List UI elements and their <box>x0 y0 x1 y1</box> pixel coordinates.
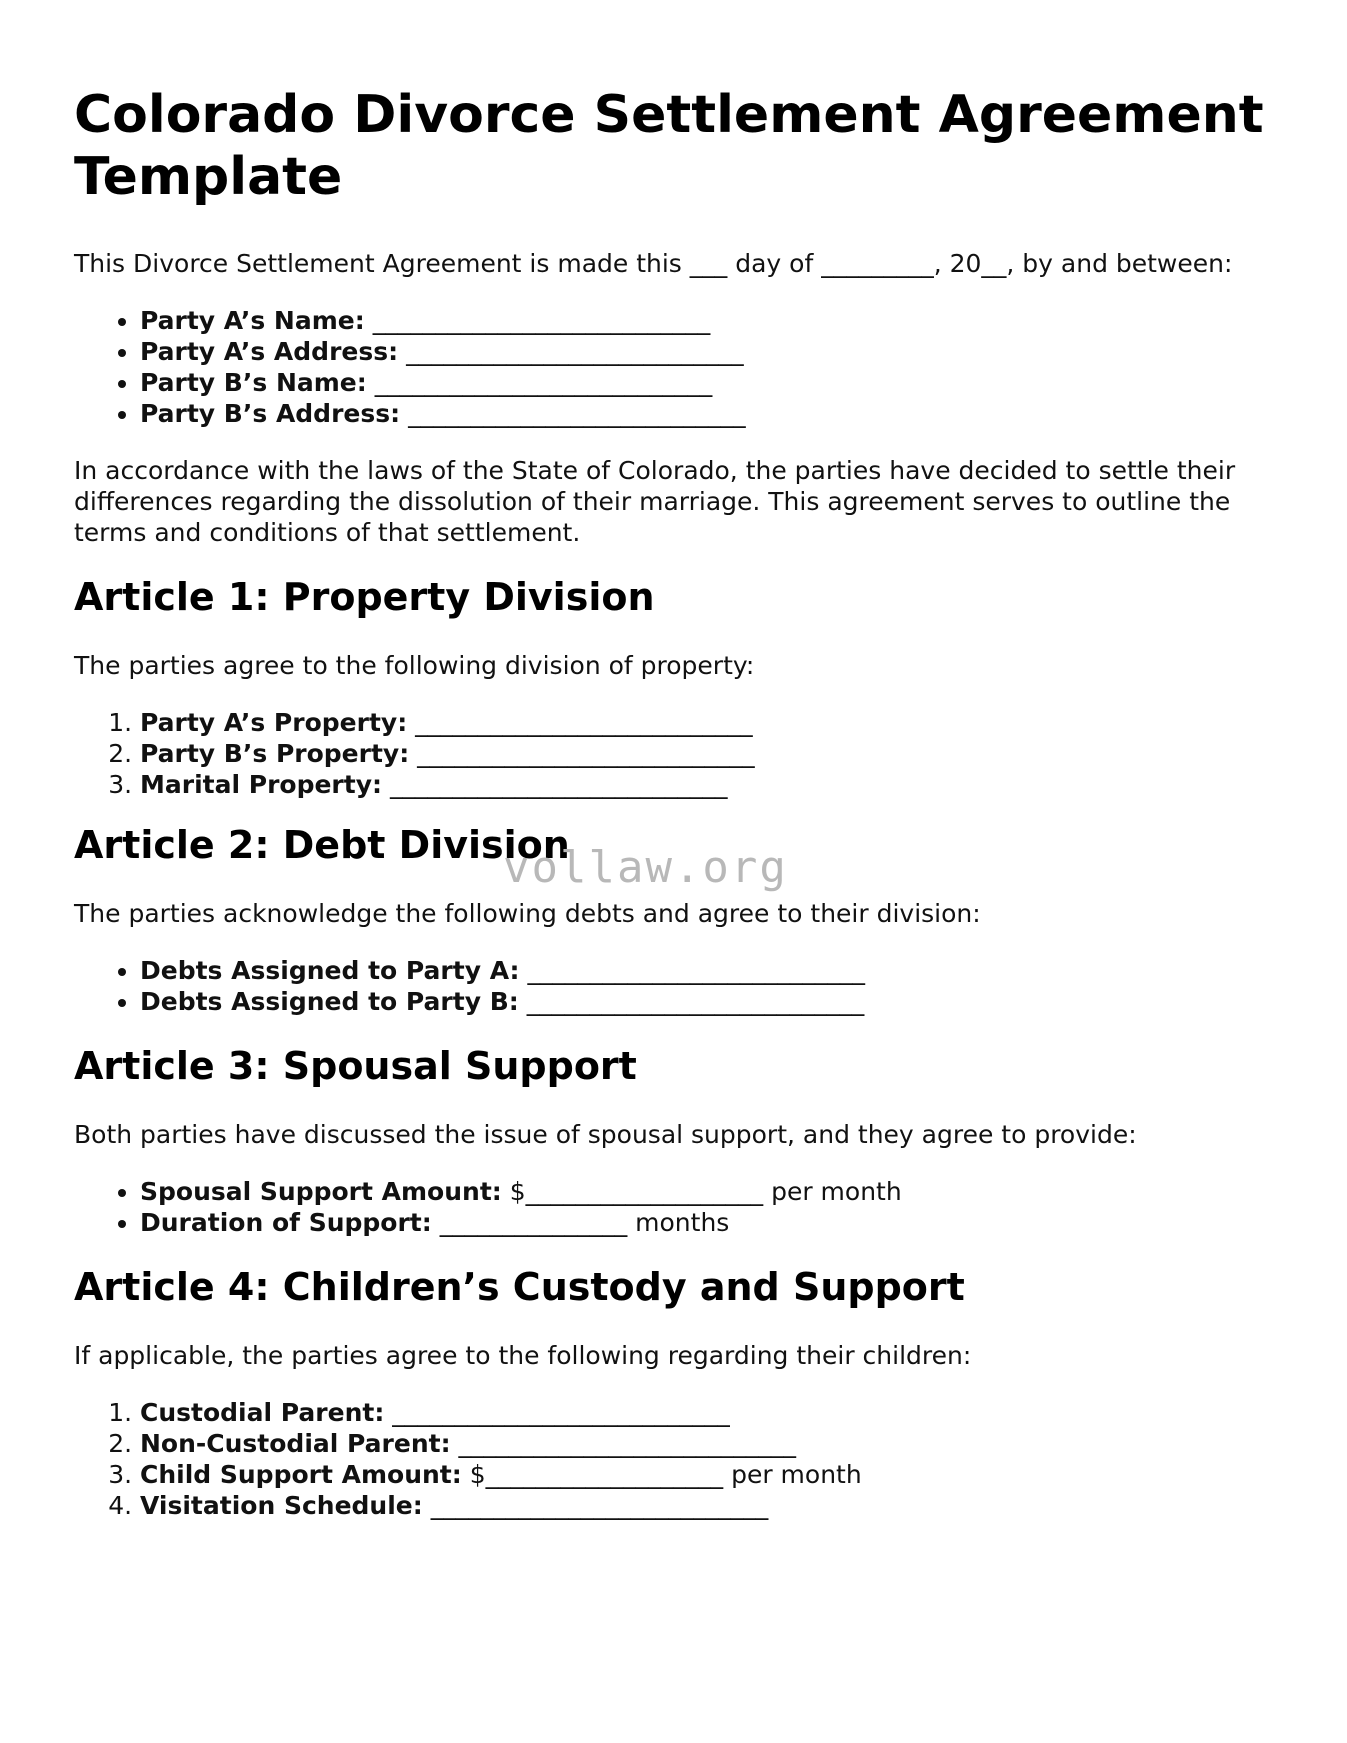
custodial-parent-blank: ___________________________ <box>392 1398 730 1427</box>
article-3-list <box>74 1176 1274 1238</box>
party-a-address-blank: ___________________________ <box>406 337 744 366</box>
article-2-heading: Article 2: Debt Division <box>74 823 570 867</box>
document-title: Colorado Divorce Settlement Agreement Template <box>74 85 1264 207</box>
debts-party-a-blank: ___________________________ <box>527 956 865 985</box>
article-1-list <box>74 707 1274 800</box>
list-item <box>140 1490 1274 1521</box>
spousal-support-amount-label: Spousal Support Amount: <box>140 1177 502 1206</box>
article-3-text: Both parties have discussed the issue of spousal support, and they agree to provide: <box>74 1120 1137 1149</box>
party-b-address-label: Party B’s Address: <box>140 399 401 428</box>
article-4-heading: Article 4: Children’s Custody and Support <box>74 1265 965 1309</box>
party-a-address-label: Party A’s Address: <box>140 337 399 366</box>
party-b-property-blank: ___________________________ <box>417 739 755 768</box>
child-support-amount-blank: $___________________ per month <box>469 1460 862 1489</box>
party-a-name-label: Party A’s Name: <box>140 306 365 335</box>
article-4-list <box>74 1397 1274 1521</box>
spousal-support-amount-blank: $___________________ per month <box>509 1177 902 1206</box>
party-a-name-blank: ___________________________ <box>372 306 711 335</box>
watermark: vollaw.org <box>503 842 788 893</box>
preamble-paragraph: In accordance with the laws of the State of Colorado, the parties have decided to settle their differences regarding the dissolution of their marriage. This agreement serves to outline the terms and conditions of that settlement. <box>74 456 1236 547</box>
debts-party-b-blank: ___________________________ <box>526 987 865 1016</box>
list-item <box>140 738 1274 769</box>
list-item <box>140 955 1274 986</box>
visitation-schedule-blank: ___________________________ <box>430 1491 769 1520</box>
list-item <box>140 305 1274 336</box>
duration-of-support-label: Duration of Support: <box>140 1208 432 1237</box>
party-b-name-blank: ___________________________ <box>374 368 713 397</box>
list-item <box>140 1176 1274 1207</box>
party-b-name-label: Party B’s Name: <box>140 368 367 397</box>
list-item <box>140 1459 1274 1490</box>
list-item <box>140 398 1274 429</box>
article-2-text: The parties acknowledge the following debts and agree to their division: <box>74 899 981 928</box>
visitation-schedule-label: Visitation Schedule: <box>140 1491 423 1520</box>
marital-property-blank: ___________________________ <box>389 770 728 799</box>
list-item <box>140 1207 1274 1238</box>
party-a-property-blank: ___________________________ <box>415 708 753 737</box>
intro-paragraph: This Divorce Settlement Agreement is made this ___ day of _________, 20__, by and between: <box>74 249 1233 278</box>
party-a-property-label: Party A’s Property: <box>140 708 408 737</box>
duration-of-support-blank: _______________ months <box>439 1208 730 1237</box>
article-3-heading: Article 3: Spousal Support <box>74 1044 637 1088</box>
article-1-heading: Article 1: Property Division <box>74 575 655 619</box>
list-item <box>140 336 1274 367</box>
list-item <box>140 1428 1274 1459</box>
debts-party-b-label: Debts Assigned to Party B: <box>140 987 519 1016</box>
parties-list <box>74 305 1274 429</box>
non-custodial-parent-blank: ___________________________ <box>458 1429 797 1458</box>
article-4-text: If applicable, the parties agree to the following regarding their children: <box>74 1341 972 1370</box>
list-item <box>140 1397 1274 1428</box>
article-1-text: The parties agree to the following division of property: <box>74 651 755 680</box>
non-custodial-parent-label: Non-Custodial Parent: <box>140 1429 451 1458</box>
custodial-parent-label: Custodial Parent: <box>140 1398 385 1427</box>
party-b-property-label: Party B’s Property: <box>140 739 410 768</box>
article-2-list <box>74 955 1274 1017</box>
list-item <box>140 707 1274 738</box>
party-b-address-blank: ___________________________ <box>408 399 746 428</box>
list-item <box>140 367 1274 398</box>
marital-property-label: Marital Property: <box>140 770 382 799</box>
list-item <box>140 769 1274 800</box>
document-page <box>74 84 1274 1547</box>
list-item <box>140 986 1274 1017</box>
child-support-amount-label: Child Support Amount: <box>140 1460 462 1489</box>
debts-party-a-label: Debts Assigned to Party A: <box>140 956 520 985</box>
